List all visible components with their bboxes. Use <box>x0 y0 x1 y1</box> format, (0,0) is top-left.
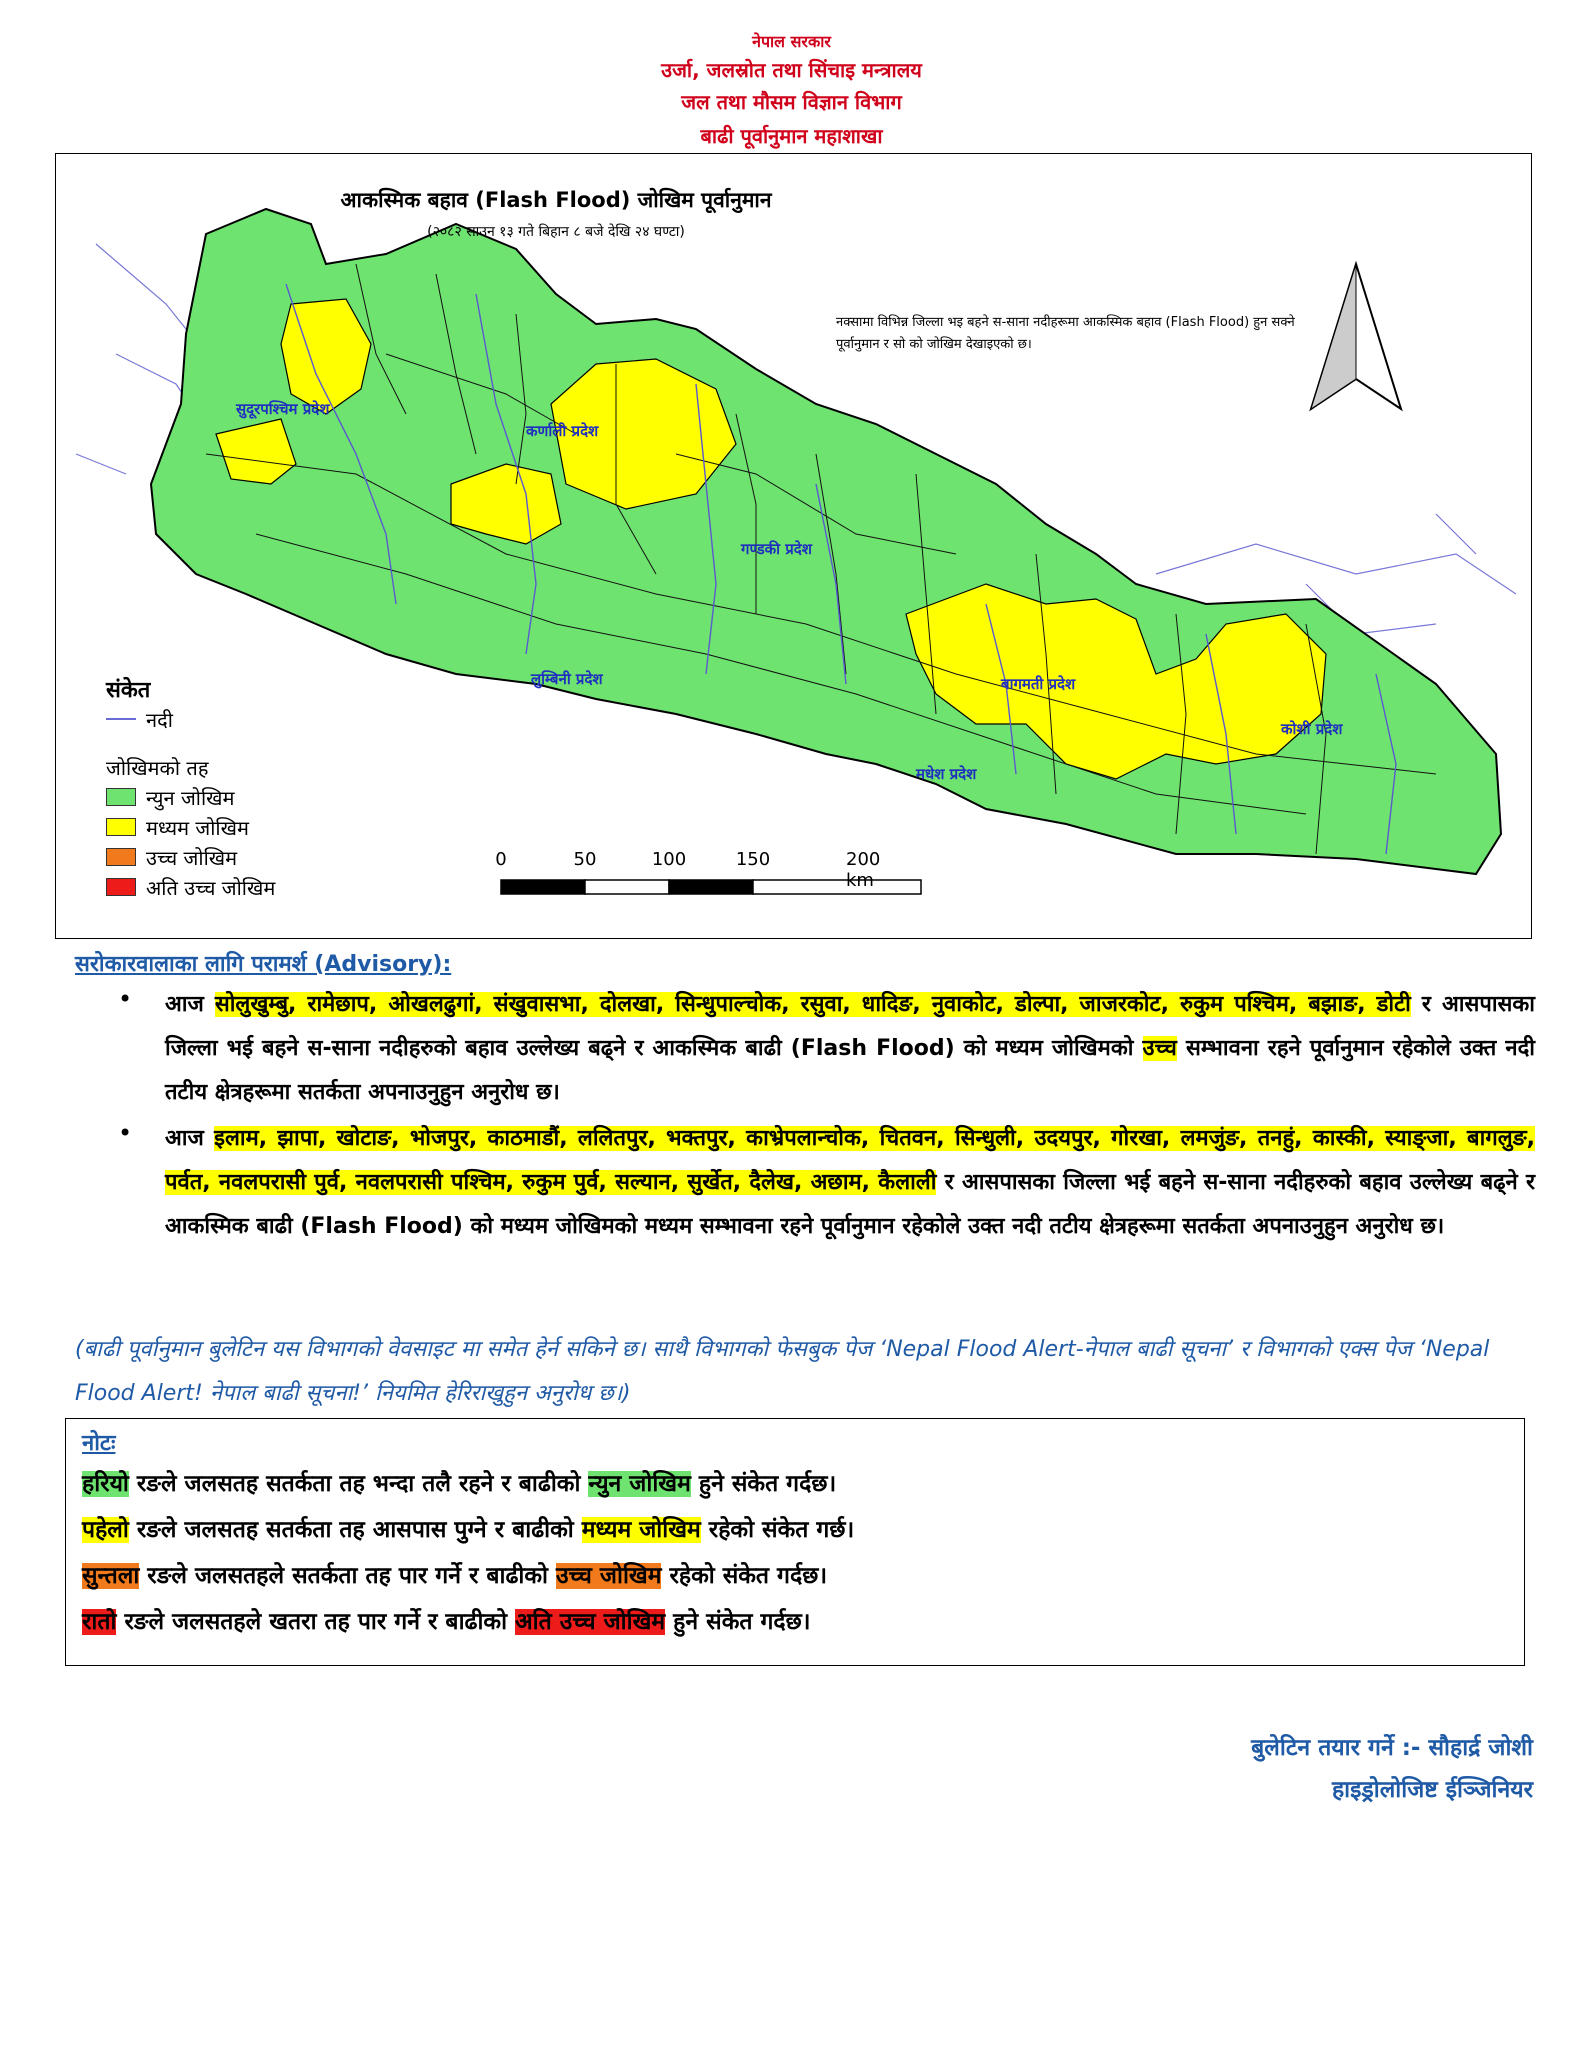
advisory-item-1 <box>165 983 1535 1115</box>
advisory-1-pre: आज <box>165 992 215 1017</box>
department-name: जल तथा मौसम विज्ञान विभाग <box>681 90 902 114</box>
note-line-red: रातो रङले जलसतहले खतरा तह पार गर्ने र बाढीको अति उच्च जोखिम हुने संकेत गर्दछ। <box>82 1609 811 1635</box>
province-sudurpashchim: सुदूरपश्चिम प्रदेश <box>236 400 330 418</box>
bullet-icon: • <box>118 1119 133 1147</box>
map-note: नक्सामा विभिन्न जिल्ला भइ बहने स-साना नदीहरूमा आकस्मिक बहाव (Flash Flood) हुन सक्ने पूर्वानुमान र सो को जोखिम देखाइएको छ। <box>836 315 1295 352</box>
bullet-icon: • <box>118 985 133 1013</box>
legend-title: संकेत <box>106 678 151 703</box>
province-karnali: कर्णाली प्रदेश <box>526 422 599 440</box>
map-legend <box>106 674 275 902</box>
note-box <box>65 1418 1525 1666</box>
ministry-name: उर्जा, जलस्रोत तथा सिंचाइ मन्त्रालय <box>661 58 922 82</box>
flash-flood-map <box>55 153 1532 939</box>
legend-moderate-label: मध्यम जोखिम <box>146 815 249 840</box>
very-high-risk-swatch <box>106 878 136 896</box>
moderate-risk-swatch <box>106 818 136 836</box>
advisory-1-tail: सम्भावना रहने पूर्वानुमान रहेकोले उक्त नदी तटीय क्षेत्रहरूमा सतर्कता अपनाउनुहुन अनुरोध छ। <box>165 1036 1536 1105</box>
prepared-by-title: हाइड्रोलोजिष्ट ईञ्जिनियर <box>1331 1777 1533 1803</box>
map-subtitle: (२०८२ साउन १३ गते बिहान ८ बजे देखि २४ घण्टा) <box>427 224 685 240</box>
legend-river-label: नदी <box>146 707 173 732</box>
advisory-1-text: र आसपासका जिल्ला भई बहने स-साना नदीहरुको बहाव उल्लेख्य बढ्ने र आकस्मिक बाढी (Flash Flood) को मध्यम जोखिमको <box>165 992 1535 1061</box>
advisory-1-districts: सोलुखुम्बु, रामेछाप, ओखलढुगां, संखुवासभा, दोलखा, सिन्धुपाल्चोक, रसुवा, धादिङ, नुवाकोट, डोल्पा, जाजरकोट, रुकुम पश्चिम, बझाङ, डोटी <box>214 992 1411 1017</box>
scale-labels <box>486 849 906 891</box>
legend-very-high-label: अति उच्च जोखिम <box>146 875 276 900</box>
website-note: (बाढी पूर्वानुमान बुलेटिन यस विभागको वेवसाइट मा समेत हेर्न सकिने छ। साथै विभागको फेसबुक पेज ‘Nepal Flood Alert-नेपाल बाढी सूचना’ र विभागको एक्स पेज ‘Nepal Flood Alert! नेपाल बाढी सूचना!’ नियमित हेरिराखुहुन अनुरोध छ।) <box>75 1337 1490 1406</box>
province-lumbini: लुम्बिनी प्रदेश <box>531 670 603 688</box>
legend-moderate <box>106 812 275 842</box>
scale-label: 0 <box>495 849 507 870</box>
gov-name: नेपाल सरकार <box>752 32 831 51</box>
scale-label: 50 <box>573 849 597 870</box>
legend-low-label: न्युन जोखिम <box>146 785 235 810</box>
note-line-orange: सुन्तला रङले जलसतहले सतर्कता तह पार गर्ने र बाढीको उच्च जोखिम रहेको संकेत गर्दछ। <box>82 1563 828 1589</box>
scale-label: 100 <box>651 849 687 870</box>
division-name: बाढी पूर्वानुमान महाशाखा <box>700 124 883 148</box>
province-gandaki: गण्डकी प्रदेश <box>741 540 812 558</box>
legend-very-high <box>106 872 275 902</box>
nepal-outline <box>151 209 1501 874</box>
map-title: आकस्मिक बहाव (Flash Flood) जोखिम पूर्वानुमान <box>340 188 772 212</box>
advisory-2-districts: इलाम, झापा, खोटाङ, भोजपुर, काठमाडौं, ललितपुर, भक्तपुर, काभ्रेपलान्चोक, चितवन, सिन्धुली, उदयपुर, गोरखा, लमजुंङ, तनहुं, कास्की, स्याङ्जा, बागलुङ, पर्वत, नवलपरासी पुर्व, नवलपरासी पश्चिम, रुकुम पुर्व, सल्यान, सुर्खेत, दैलेख, अछाम, कैलाली <box>165 1126 1535 1195</box>
note-line-yellow: पहेलो रङले जलसतह सतर्कता तह आसपास पुग्ने र बाढीको मध्यम जोखिम रहेको संकेत गर्छ। <box>82 1517 855 1543</box>
river-line-icon <box>106 718 136 720</box>
advisory-1-highlight: उच्च <box>1142 1036 1177 1061</box>
advisory-2-tail: र आसपासका जिल्ला भई बहने स-साना नदीहरुको बहाव उल्लेख्य बढ्ने र आकस्मिक बाढी (Flash Flood) को मध्यम जोखिमको मध्यम सम्भावना रहने पूर्वानुमान रहेकोले उक्त नदी तटीय क्षेत्रहरूमा सतर्कता अपनाउनुहुन अनुरोध छ। <box>165 1170 1536 1239</box>
high-risk-swatch <box>106 848 136 866</box>
advisory-item-2 <box>165 1117 1535 1249</box>
prepared-by: बुलेटिन तयार गर्ने :- सौहार्द्र जोशी <box>1251 1735 1533 1761</box>
nepal-map-graphic <box>56 154 1532 939</box>
advisory-heading: सरोकारवालाका लागि परामर्श (Advisory): <box>75 952 452 977</box>
legend-high-label: उच्च जोखिम <box>146 845 238 870</box>
north-arrow <box>1311 264 1401 409</box>
advisory-2-pre: आज <box>165 1126 215 1151</box>
legend-risk-title: जोखिमको तह <box>106 755 209 780</box>
scale-label: 150 <box>735 849 771 870</box>
low-risk-swatch <box>106 788 136 806</box>
note-line-green: हरियो रङले जलसतह सतर्कता तह भन्दा तलै रहने र बाढीको न्युन जोखिम हुने संकेत गर्दछ। <box>82 1471 837 1497</box>
province-koshi: कोशी प्रदेश <box>1281 720 1343 738</box>
note-heading: नोटः <box>82 1431 116 1456</box>
legend-high <box>106 842 275 872</box>
scale-label: 200 km <box>846 849 881 891</box>
province-bagmati: बागमती प्रदेश <box>1001 675 1076 693</box>
legend-river <box>106 704 275 734</box>
province-madhesh: मधेश प्रदेश <box>916 765 977 783</box>
legend-low <box>106 782 275 812</box>
